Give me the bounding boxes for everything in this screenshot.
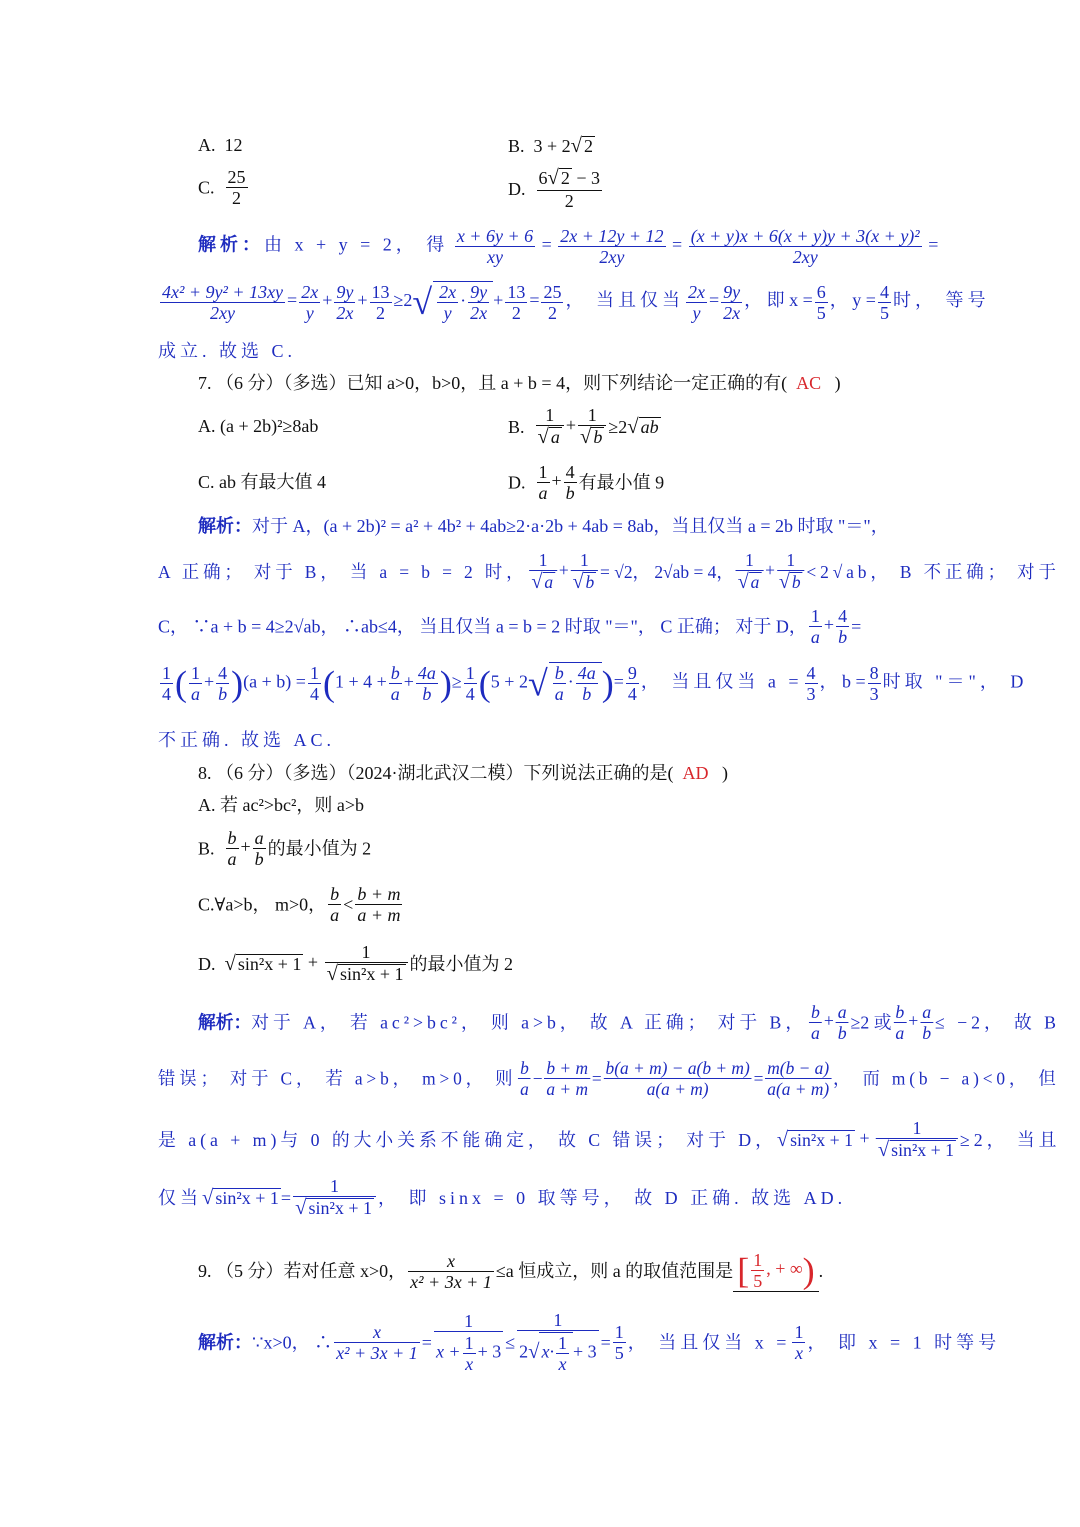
q8-solution-line2: 错误； 对于 C， 若 a>b， m>0， 则 $\frac{b}{a}$ − $\frac{b + m}{a + m}$ = $\frac{b(a + m) - a(b + m)}{a(a + m)}$ = $\frac{m(b - a)}{a(a + m)}$ ， 而 m(b − a)<0， 但 bbox=[158, 1058, 1060, 1099]
option-a: A. 12 bbox=[198, 135, 243, 155]
q9-answer: [ $\frac{1}{5}$ , + ∞) bbox=[733, 1250, 818, 1292]
q7-option-c: C. ab 有最大值 4 bbox=[198, 472, 326, 492]
q8-solution-line1: 解析：对于 A， 若 ac²>bc²， 则 a>b， 故 A 正确； 对于 B， $\frac{b}{a}$ + $\frac{a}{b}$ ≥2 或 $\frac{b}{a}$ + $\frac{a}{b}$ ≤ −2， 故 B bbox=[198, 1002, 1060, 1043]
q7-solution-line3: C， ∵a + b = 4≥2√ab， ∴ab≤4， 当且仅当 a = b = 2 时取 "＝"， C 正确； 对于 D， $\frac{1}{a}$ + $\frac{4}{b}$ = bbox=[158, 606, 862, 647]
q7-stem: 7. （6 分）（多选）已知 a>0，b>0，且 a + b = 4，则下列结论一定正确的有( AC ) bbox=[198, 373, 841, 393]
q8-solution-line3: 是 a(a + m)与 0 的大小关系不能确定， 故 C 错误； 对于 D，√ sin²x + 1 + $\frac{1}{\text{√ sin²x + 1}}$ ≥2， 当且 bbox=[158, 1118, 1061, 1161]
q8-solution-line4: 仅当√ sin²x + 1 = $\frac{1}{\text{√ sin²x + 1}}$ ， 即 sinx = 0 取等号， 故 D 正确. 故选 AD. bbox=[158, 1176, 847, 1219]
q6-solution-line2: $\frac{\text{4x² + 9y² + 13xy}}{2xy}$ = $\frac{2x}{y}$ + $\frac{9y}{2x}$ + $\frac{13}{2}$ ≥2√ $\frac{2x}{y}$ · $\frac{9y}{2x}$ + $\frac{13}{2}$ = $\frac{25}{2}$ ， 当且仅当 $\frac{2x}{y}$ = $\frac{9y}{2x}$ ， 即 x = $\frac{6}{5}$ ， y = $\frac{4}{5}$ 时， 等号 bbox=[162, 281, 990, 323]
q8-stem: 8. （6 分）（多选）（2024·湖北武汉二模）下列说法正确的是( AD ) bbox=[198, 763, 728, 783]
q6-solution-line1: 解析：由 x + y = 2， 得 $\frac{x + 6y + 6}{xy}$ = $\frac{2x + 12y + 12}{2xy}$ = $\frac{\text{(x + y)x + 6(x + y)y + 3(x + y)²}}{2xy}$ = bbox=[198, 226, 939, 267]
q8-option-d: D. √ sin²x + 1 + $\frac{1}{\text{√ sin²x + 1}}$ 的最小值为 2 bbox=[198, 942, 513, 985]
q7-solution-line4: $\frac{1}{4}$ ( $\frac{1}{a}$ + $\frac{4}{b}$ )(a + b) = $\frac{1}{4}$ (1 + 4 + $\frac{b}{a}$ + $\frac{4a}{b}$ )≥ $\frac{1}{4}$ (5 + 2√ $\frac{b}{a}$ · $\frac{4a}{b}$ )= $\frac{9}{4}$ ， 当且仅当 a = $\frac{4}{3}$ ， b = $\frac{8}{3}$ 时取 "＝"， D bbox=[162, 663, 1028, 704]
q8-answer: AD bbox=[682, 763, 709, 783]
q8-option-b: B. $\frac{b}{a}$ + $\frac{a}{b}$ 的最小值为 2 bbox=[198, 828, 372, 869]
q7-solution-line5: 不正确. 故选 AC. bbox=[158, 730, 336, 750]
q8-option-a: A. 若 ac²>bc²，则 a>b bbox=[198, 795, 365, 815]
q7-option-b: B. $\frac{1}{√ a}$ + $\frac{1}{√ b}$ ≥2√ ab bbox=[508, 405, 659, 448]
q9-stem: 9. （5 分）若对任意 x>0， $\frac{x}{\text{x² + 3x + 1}}$ ≤a 恒成立，则 a 的取值范围是 [ $\frac{1}{5}$ , + ∞) . bbox=[198, 1250, 824, 1292]
option-d: D. $\frac{6√ 2 - 3}{2}$ bbox=[508, 167, 601, 211]
q7-solution-line2: A 正确； 对于 B， 当 a = b = 2 时， $\frac{1}{√ a}$ + $\frac{1}{√ b}$ = √2， 2√ab = 4， $\frac{1}{√ a}$ + $\frac{1}{√ b}$ <2√ab， B 不正确； 对于 bbox=[158, 550, 1060, 593]
q9-solution-line1: 解析：∵x>0， ∴ $\frac{x}{\text{x² + 3x + 1}}$ = 1 x + $\frac{1}{x}$ + 3 ≤ 1 2√ x· $\frac{1}{x}$ + 3 = $\frac{1}{5}$ ， 当且仅当 x = $\frac{1}{x}$ ， 即 x = 1 时等号 bbox=[198, 1310, 1001, 1374]
q7-option-d: D. $\frac{1}{a}$ + $\frac{4}{b}$ 有最小值 9 bbox=[508, 462, 665, 503]
option-c: C. $\frac{25}{2}$ bbox=[198, 167, 246, 208]
q8-option-c: C.∀a>b， m>0， $\frac{b}{a}$ < $\frac{b + m}{a + m}$ bbox=[198, 884, 401, 925]
q7-option-a: A. (a + 2b)²≥8ab bbox=[198, 416, 319, 436]
q6-solution-line3: 成立. 故选 C. bbox=[158, 341, 297, 361]
option-b: B. 3 + 2√ 2 bbox=[508, 135, 594, 157]
q7-solution-line1: 解析：对于 A，(a + 2b)² = a² + 4b² + 4ab≥2·a·2b + 4ab = 8ab，当且仅当 a = 2b 时取 "＝"， bbox=[198, 516, 889, 536]
q7-answer: AC bbox=[796, 373, 822, 393]
